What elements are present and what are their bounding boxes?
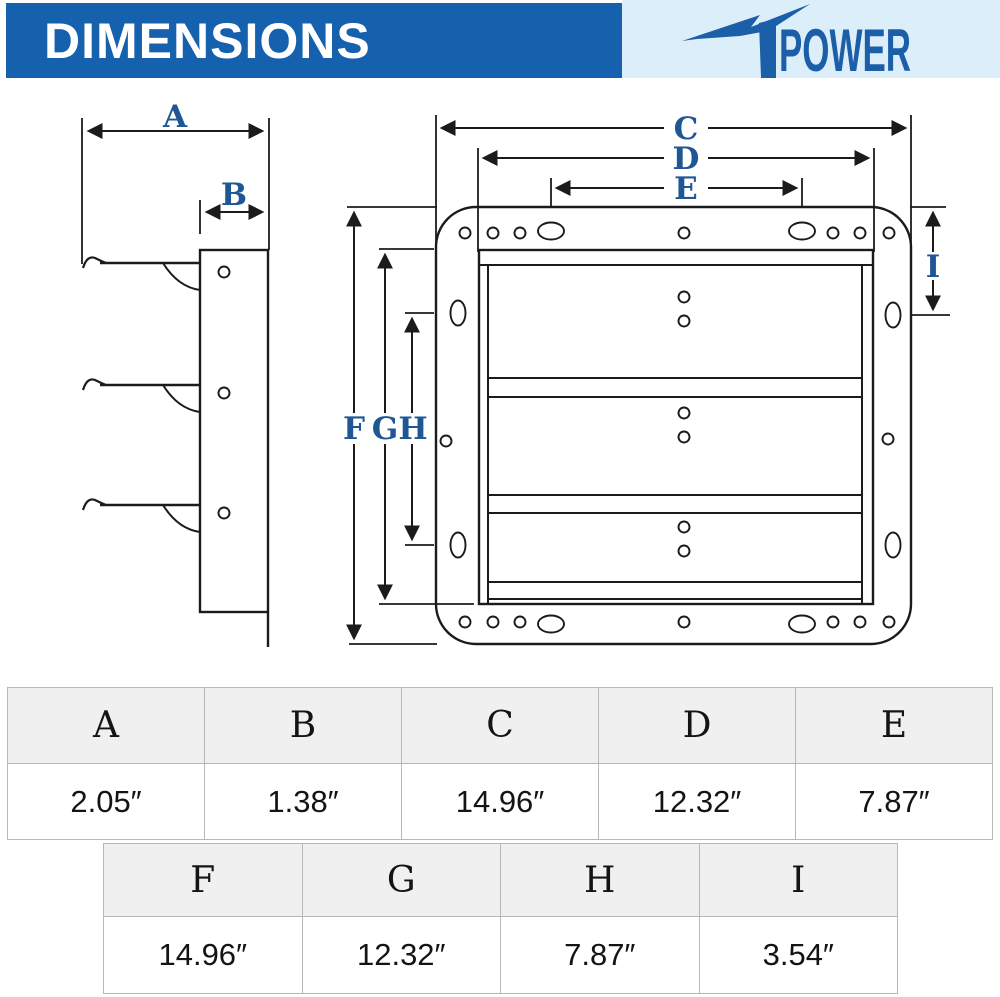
table1-value-b: 1.38″ <box>205 764 402 840</box>
side-louver-3 <box>83 499 200 532</box>
side-hole-2 <box>219 388 230 399</box>
brand-text: POWER <box>779 17 911 78</box>
dim-label-e: E <box>674 171 698 207</box>
top-flange-holes <box>460 223 895 240</box>
table1-header-d: D <box>599 688 796 764</box>
left-flange-holes <box>441 301 466 558</box>
front-view <box>347 115 950 644</box>
table1-value-e: 7.87″ <box>796 764 993 840</box>
table2-value-f: 14.96″ <box>104 917 303 994</box>
side-hole-3 <box>219 508 230 519</box>
table1-header-e: E <box>796 688 993 764</box>
table1-header-b: B <box>205 688 402 764</box>
ipower-logo <box>622 0 1000 78</box>
dim-label-g: G <box>371 411 399 447</box>
side-louver-2 <box>83 379 200 412</box>
table1-value-c: 14.96″ <box>402 764 599 840</box>
dim-label-h: H <box>398 411 428 447</box>
table2-header-g: G <box>303 844 502 917</box>
right-flange-holes <box>883 303 901 558</box>
dim-label-f: F <box>342 411 366 447</box>
dim-label-b: B <box>220 177 248 213</box>
louver-dividers <box>488 378 862 599</box>
side-plate <box>200 250 268 612</box>
dim-label-c: C <box>673 111 699 147</box>
dimension-table-a-e <box>7 687 993 840</box>
table2-value-h: 7.87″ <box>501 917 700 994</box>
table1-value-d: 12.32″ <box>599 764 796 840</box>
table2-value-i: 3.54″ <box>700 917 899 994</box>
side-hole-1 <box>219 267 230 278</box>
table2-header-f: F <box>104 844 303 917</box>
dimension-table-f-i <box>103 843 898 994</box>
side-louver-1 <box>83 257 200 290</box>
table2-header-i: I <box>700 844 899 917</box>
table2-header-h: H <box>501 844 700 917</box>
louver-rivet-holes <box>679 292 690 557</box>
page-title: DIMENSIONS <box>44 12 371 69</box>
logo-i-stem <box>759 19 776 78</box>
header-bar <box>6 3 622 78</box>
table2-value-g: 12.32″ <box>303 917 502 994</box>
shutter-panel <box>479 250 873 604</box>
dim-label-a: A <box>162 99 188 135</box>
brand-logo <box>622 0 1000 78</box>
dim-label-i: I <box>925 249 941 285</box>
dimension-drawing <box>0 80 1000 680</box>
front-frame <box>436 207 911 644</box>
dim-label-d: D <box>672 141 700 177</box>
table1-header-a: A <box>8 688 205 764</box>
bottom-flange-holes <box>460 616 895 633</box>
table1-value-a: 2.05″ <box>8 764 205 840</box>
table1-header-c: C <box>402 688 599 764</box>
